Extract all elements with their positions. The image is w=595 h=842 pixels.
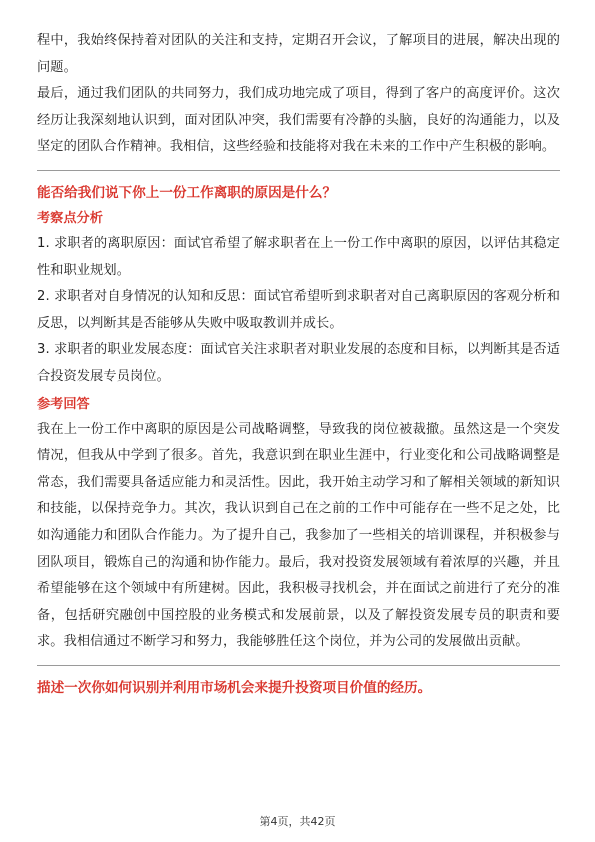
question-2-title: 描述一次你如何识别并利用市场机会来提升投资项目价值的经历。 <box>37 679 432 696</box>
analysis-list <box>37 231 560 391</box>
analysis-item-3: 3. 求职者的职业发展态度：面试官关注求职者对职业发展的态度和目标，以判断其是否适合投资发展专员岗位。 <box>37 342 560 384</box>
analysis-item-1: 1. 求职者的离职原因：面试官希望了解求职者在上一份工作中离职的原因，以评估其稳定性和职业规划。 <box>37 235 560 278</box>
answer-heading: 参考回答 <box>37 396 90 412</box>
analysis-item-2: 2. 求职者对自身情况的认知和反思：面试官希望听到求职者对自己离职原因的客观分析和反思，以判断其是否能够从失败中吸取教训并成长。 <box>37 289 560 331</box>
intro-paragraph-1: 程中，我始终保持着对团队的关注和支持，定期召开会议，了解项目的进展，解决出现的问题。 <box>37 33 560 75</box>
document-page <box>37 28 560 700</box>
analysis-heading: 考察点分析 <box>37 210 103 226</box>
page-footer: 第4页，共42页 <box>259 815 336 828</box>
section-divider-2 <box>37 665 560 666</box>
answer-paragraph: 我在上一份工作中离职的原因是公司战略调整，导致我的岗位被裁撤。虽然这是一个突发情况，但我从中学到了很多。首先，我意识到在职业生涯中，行业变化和公司战略调整是常态，我们需要具备适应能力和灵活性。因此，我开始主动学习和了解相关领域的新知识和技能，以保持竞争力。其次，我认识到自己在之前的工作中可能存在一些不足之处，比如沟通能力和团队合作能力。为了提升自己，我参加了一些相关的培训课程，并积极参与团队项目，锻炼自己的沟通和协作能力。最后，我对投资发展领域有着浓厚的兴趣，并且希望能够在这个领域中有所建树。因此，我积极寻找机会，并在面试之前进行了充分的准备，包括研究融创中国控股的业务模式和发展前景，以及了解投资发展专员的职责和要求。我相信通过不断学习和努力，我能够胜任这个岗位，并为公司的发展做出贡献。 <box>37 421 560 650</box>
intro-paragraph-2: 最后，通过我们团队的共同努力，我们成功地完成了项目，得到了客户的高度评价。这次经历让我深刻地认识到，面对团队冲突，我们需要有冷静的头脑，良好的沟通能力，以及坚定的团队合作精神。我相信，这些经验和技能将对我在未来的工作中产生积极的影响。 <box>37 86 560 155</box>
section-divider-1 <box>37 170 560 171</box>
question-1-title: 能否给我们说下你上一份工作离职的原因是什么？ <box>37 184 337 201</box>
